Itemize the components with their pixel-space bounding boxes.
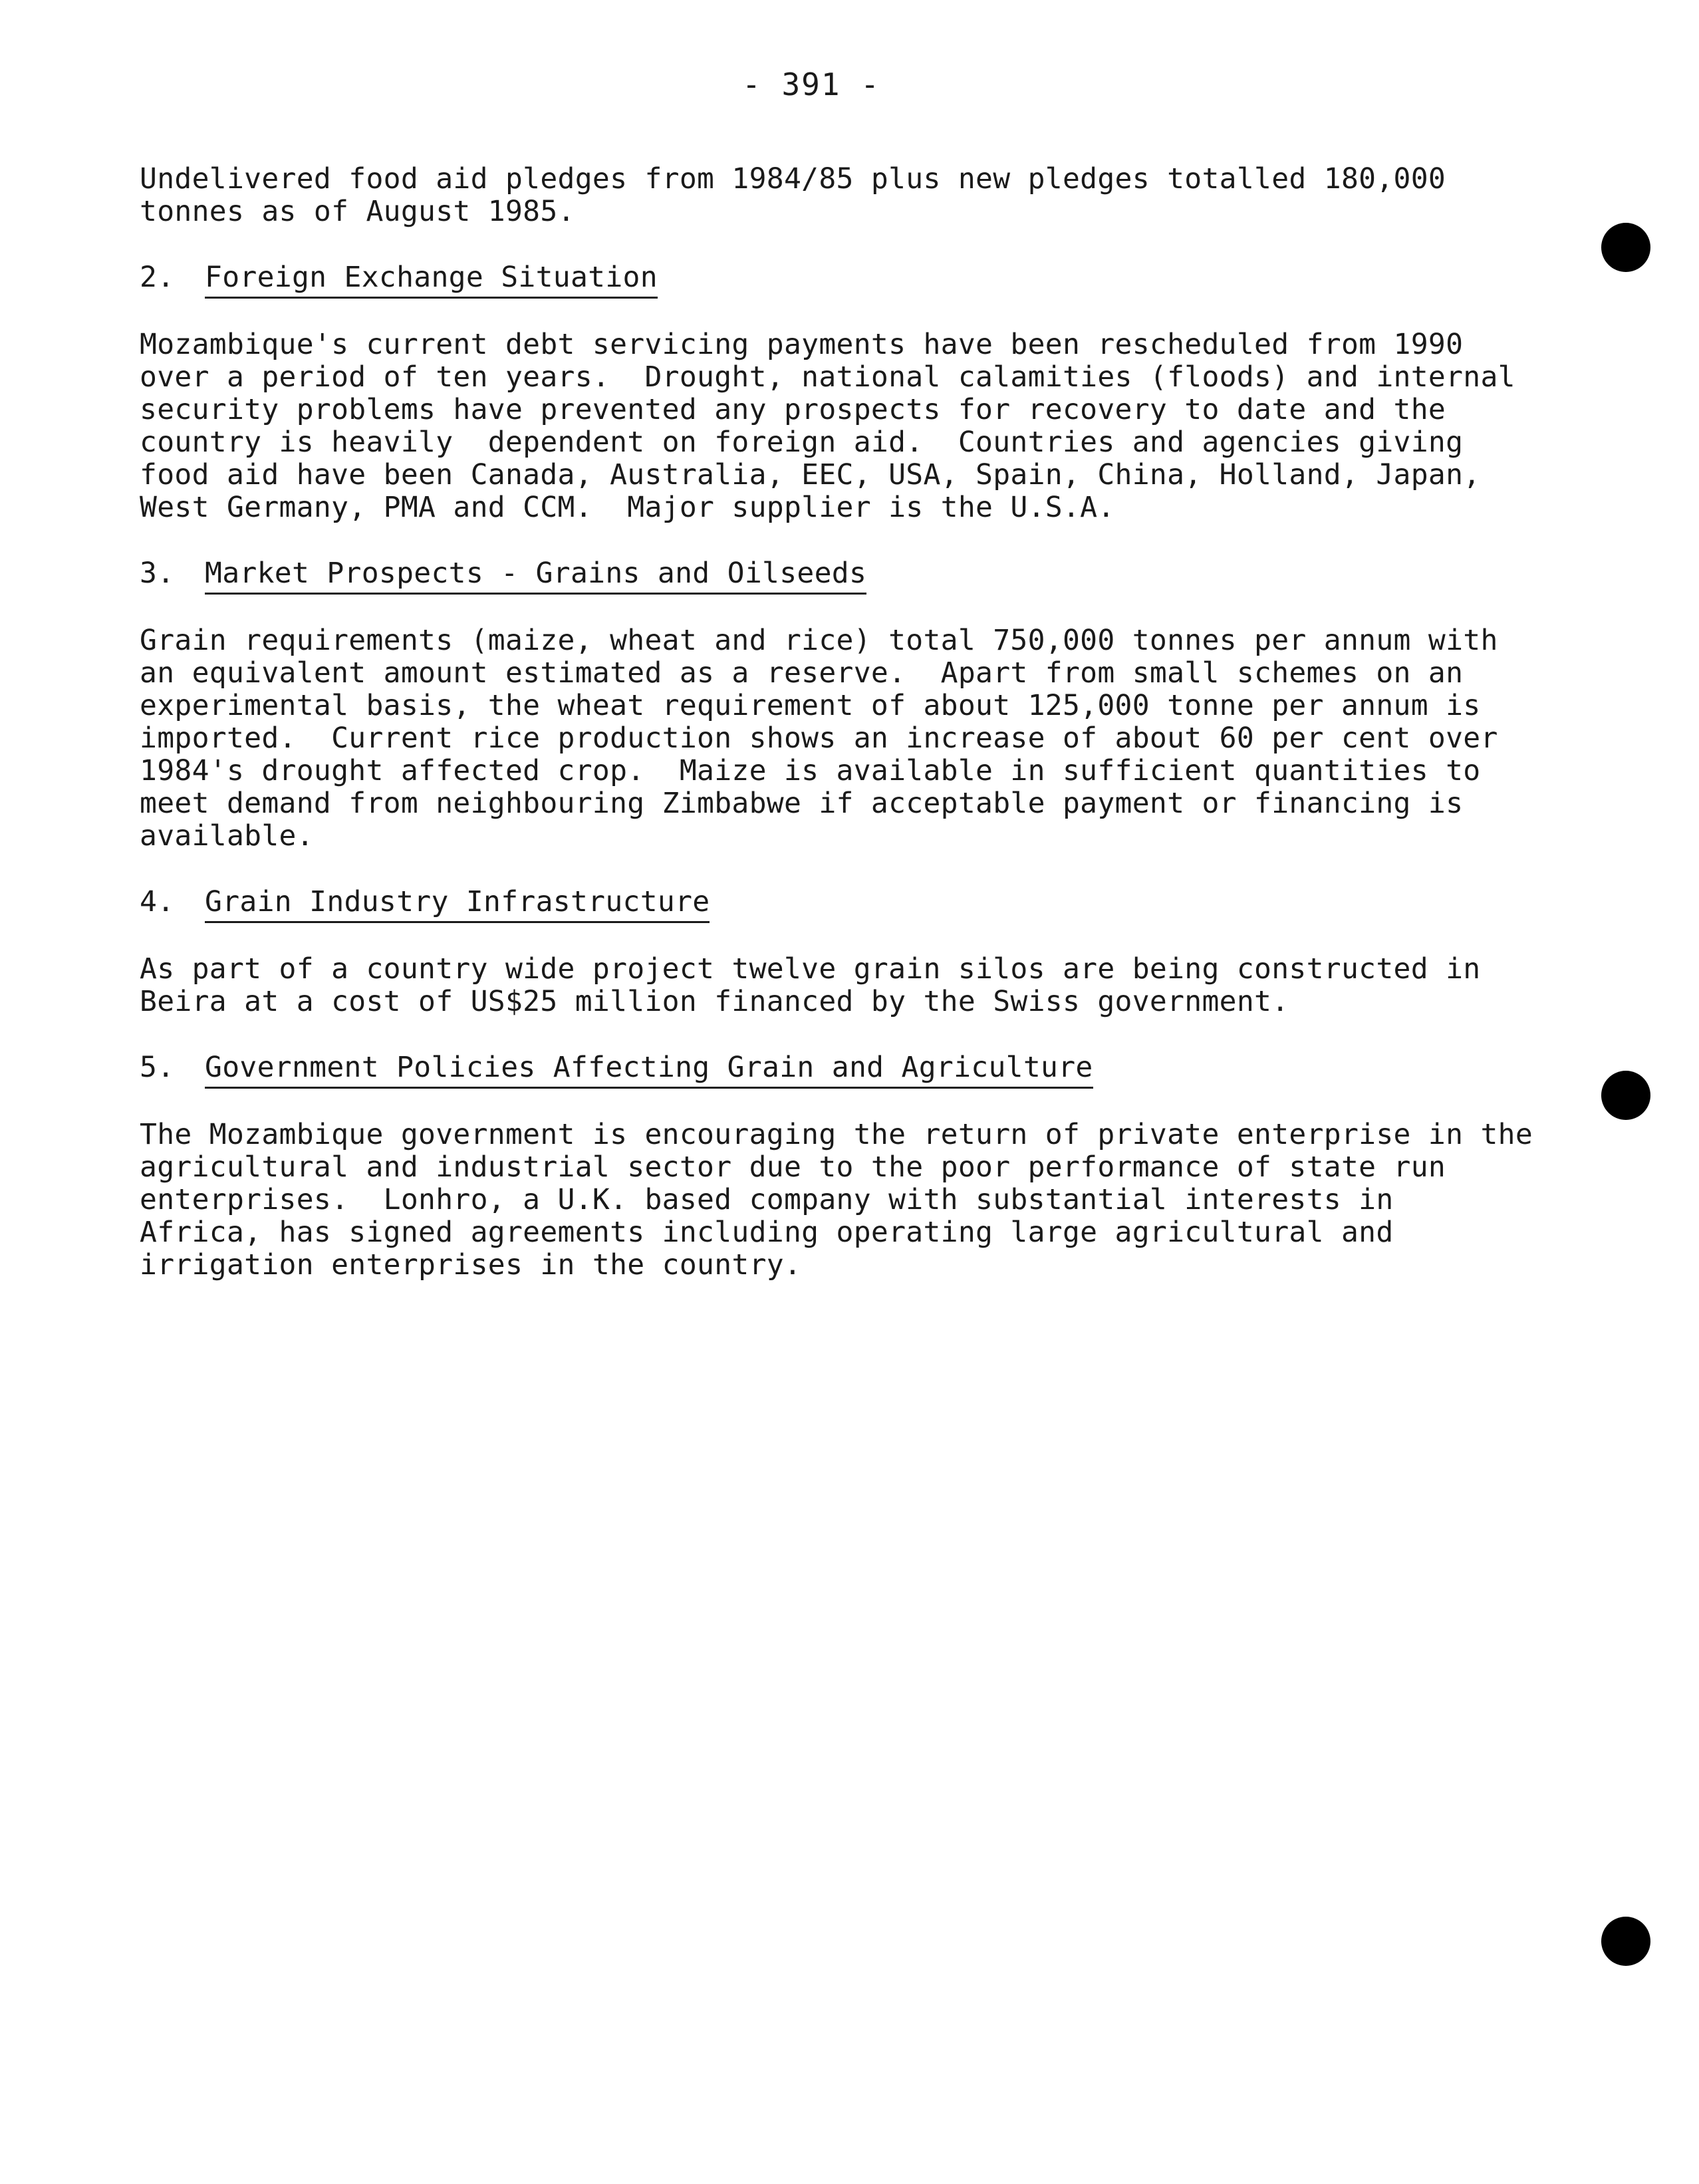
text-line: available. bbox=[140, 819, 314, 853]
section-heading-market-prospects bbox=[140, 557, 1523, 595]
section-paragraph-government-policies bbox=[140, 1118, 1533, 1282]
section-heading-government-policies bbox=[140, 1051, 1523, 1089]
text-line: The Mozambique government is encouraging the return of private enterprise in the bbox=[140, 1118, 1533, 1151]
text-line: 1984's drought affected crop. Maize is available in sufficient quantities to bbox=[140, 754, 1481, 787]
text-line: Undelivered food aid pledges from 1984/85 plus new pledges totalled 180,000 bbox=[140, 162, 1446, 196]
section-paragraph-grain-infrastructure bbox=[140, 953, 1523, 1018]
text-line: irrigation enterprises in the country. bbox=[140, 1248, 802, 1282]
text-line: meet demand from neighbouring Zimbabwe if acceptable payment or financing is bbox=[140, 787, 1464, 820]
text-line: Grain requirements (maize, wheat and rice) total 750,000 tonnes per annum with bbox=[140, 624, 1498, 657]
text-line: Mozambique's current debt servicing payments have been rescheduled from 1990 bbox=[140, 328, 1464, 361]
text-line: enterprises. Lonhro, a U.K. based company with substantial interests in bbox=[140, 1183, 1394, 1216]
punch-hole-bottom bbox=[1601, 1917, 1650, 1966]
intro-paragraph bbox=[140, 163, 1523, 228]
section-paragraph-market-prospects bbox=[140, 624, 1523, 853]
text-line: food aid have been Canada, Australia, EEC, USA, Spain, China, Holland, Japan, bbox=[140, 458, 1481, 491]
section-title: Grain Industry Infrastructure bbox=[205, 886, 710, 923]
section-number: 2. bbox=[140, 261, 175, 294]
section-title: Market Prospects - Grains and Oilseeds bbox=[205, 557, 866, 595]
text-line: agricultural and industrial sector due to the poor performance of state run bbox=[140, 1151, 1446, 1184]
section-heading-grain-infrastructure bbox=[140, 886, 1523, 923]
text-line: experimental basis, the wheat requirement of about 125,000 tonne per annum is bbox=[140, 689, 1481, 722]
text-line: tonnes as of August 1985. bbox=[140, 195, 575, 228]
punch-hole-top bbox=[1601, 223, 1650, 272]
section-number: 3. bbox=[140, 557, 175, 590]
section-paragraph-foreign-exchange bbox=[140, 329, 1523, 524]
text-line: Beira at a cost of US$25 million financed by the Swiss government. bbox=[140, 985, 1289, 1018]
text-line: an equivalent amount estimated as a reserve. Apart from small schemes on an bbox=[140, 656, 1464, 690]
text-line: country is heavily dependent on foreign aid. Countries and agencies giving bbox=[140, 426, 1464, 459]
text-line: security problems have prevented any prospects for recovery to date and the bbox=[140, 393, 1446, 426]
text-line: over a period of ten years. Drought, national calamities (floods) and internal bbox=[140, 360, 1515, 394]
text-line: Africa, has signed agreements including operating large agricultural and bbox=[140, 1216, 1394, 1249]
section-heading-foreign-exchange bbox=[140, 261, 1523, 299]
section-title: Foreign Exchange Situation bbox=[205, 261, 658, 299]
section-number: 5. bbox=[140, 1051, 175, 1084]
text-line: As part of a country wide project twelve grain silos are being constructed in bbox=[140, 952, 1481, 986]
page-number: - 391 - bbox=[742, 67, 880, 102]
punch-hole-middle bbox=[1601, 1071, 1650, 1120]
text-line: West Germany, PMA and CCM. Major supplier is the U.S.A. bbox=[140, 491, 1115, 524]
section-title: Government Policies Affecting Grain and Agriculture bbox=[205, 1051, 1093, 1089]
section-number: 4. bbox=[140, 885, 175, 918]
document-body bbox=[140, 162, 1533, 1282]
text-line: imported. Current rice production shows an increase of about 60 per cent over bbox=[140, 722, 1498, 755]
